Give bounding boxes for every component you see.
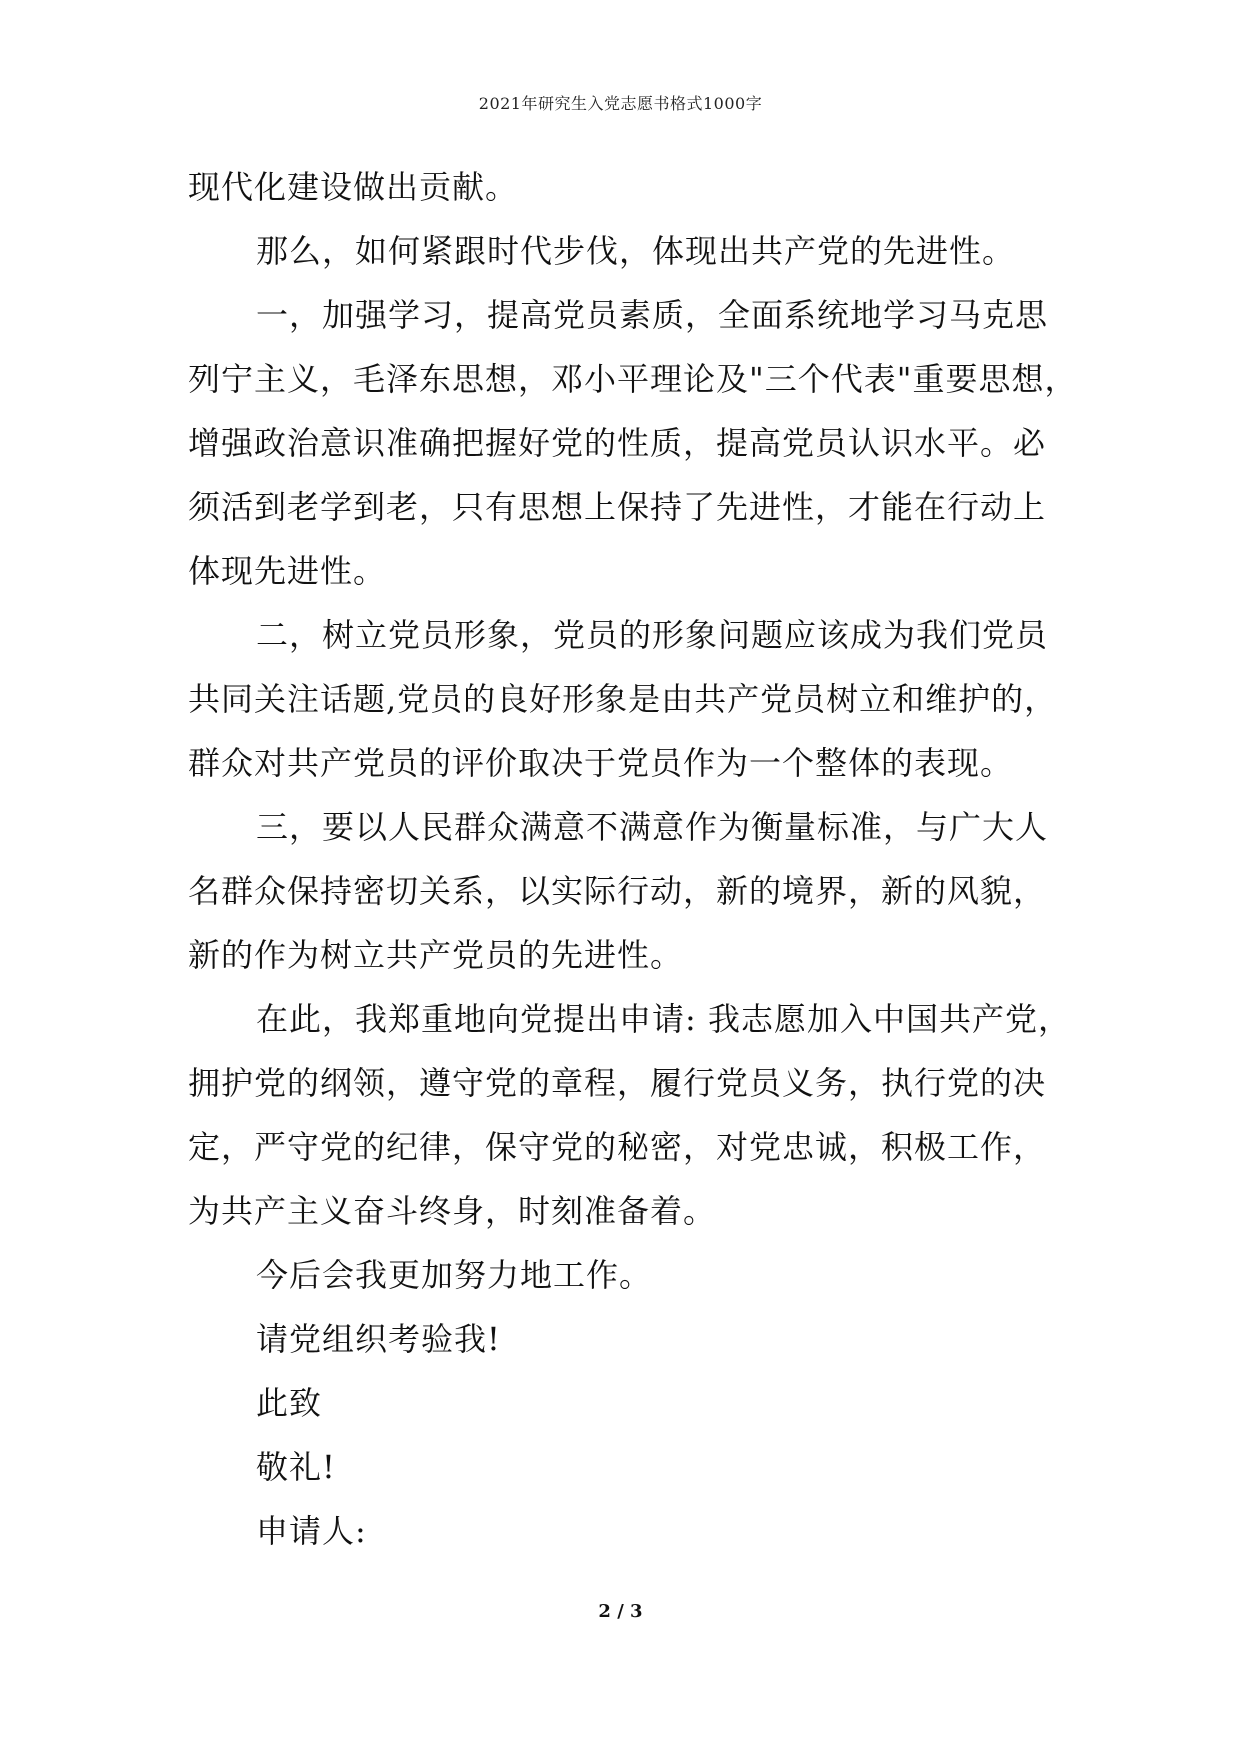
text-line: 今后会我更加努力地工作。 bbox=[256, 1256, 653, 1294]
text-line: 那么，如何紧跟时代步伐，体现出共产党的先进性。 bbox=[256, 232, 1016, 270]
text-line: 请党组织考验我! bbox=[256, 1320, 501, 1358]
text-line: 为共产主义奋斗终身，时刻准备着。 bbox=[188, 1192, 717, 1230]
text-line: 拥护党的纲领，遵守党的章程，履行党员义务，执行党的决 bbox=[188, 1064, 1047, 1102]
text-line: 新的作为树立共产党员的先进性。 bbox=[188, 936, 684, 974]
text-line: 定，严守党的纪律，保守党的秘密，对党忠诚，积极工作， bbox=[188, 1128, 1047, 1166]
page-header-title: 2021年研究生入党志愿书格式1000字 bbox=[478, 94, 763, 113]
document-body bbox=[188, 155, 1078, 1563]
page-number: 2 / 3 bbox=[598, 1601, 643, 1622]
text-line: 群众对共产党员的评价取决于党员作为一个整体的表现。 bbox=[188, 744, 1014, 782]
text-line: 一，加强学习，提高党员素质，全面系统地学习马克思 bbox=[256, 296, 1049, 334]
text-line: 须活到老学到老，只有思想上保持了先进性，才能在行动上 bbox=[188, 488, 1047, 526]
text-line: 在此，我郑重地向党提出申请: 我志愿加入中国共产党， bbox=[256, 1000, 1071, 1038]
text-line: 体现先进性。 bbox=[188, 552, 387, 590]
text-line: 此致 bbox=[256, 1384, 323, 1422]
text-line: 共同关注话题,党员的良好形象是由共产党员树立和维护的， bbox=[188, 680, 1058, 718]
text-line: 列宁主义，毛泽东思想，邓小平理论及"三个代表"重要思想， bbox=[188, 360, 1078, 398]
text-line: 申请人: bbox=[256, 1512, 367, 1550]
text-line: 敬礼! bbox=[256, 1448, 336, 1486]
text-line: 名群众保持密切关系，以实际行动，新的境界，新的风貌， bbox=[188, 872, 1047, 910]
text-line: 二，树立党员形象，党员的形象问题应该成为我们党员 bbox=[256, 616, 1049, 654]
text-line: 三，要以人民群众满意不满意作为衡量标准，与广大人 bbox=[256, 808, 1049, 846]
text-line: 现代化建设做出贡献。 bbox=[188, 168, 519, 206]
text-line: 增强政治意识准确把握好党的性质，提高党员认识水平。必 bbox=[188, 424, 1047, 462]
